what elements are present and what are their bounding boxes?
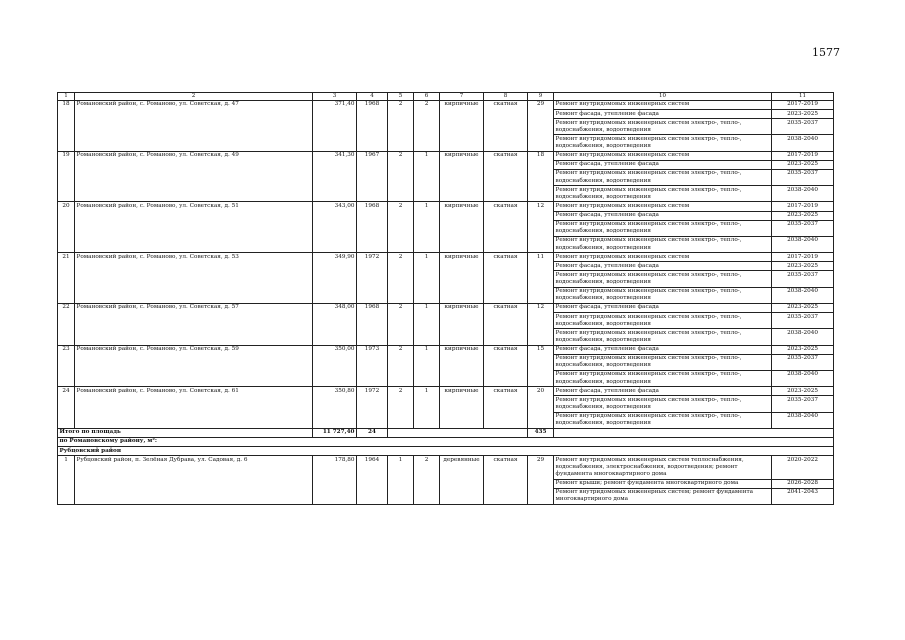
work-period: 2023-2025: [772, 110, 834, 119]
work-period: 2017-2019: [772, 151, 834, 160]
work-name: Ремонт внутридомовых инженерных систем электро-, тепло-, водоснабжения, водоотведения: [554, 186, 772, 202]
total-label: Итого по площадь: [58, 428, 313, 437]
house-address: Рубцовский район, п. Зелёная Дубрава, ул. Садовая, д. 6: [75, 456, 313, 505]
house-entrances: 1: [414, 345, 440, 387]
house-walls: кирпичные: [440, 387, 484, 429]
house-walls: кирпичные: [440, 345, 484, 387]
house-floors: 2: [388, 202, 414, 253]
house-residents: 29: [528, 100, 554, 151]
house-address: Романовский район, с. Романово, ул. Советская, д. 51: [75, 202, 313, 253]
total-houses: 24: [357, 428, 388, 437]
house-row: [58, 253, 834, 262]
work-period: 2035-2037: [772, 220, 834, 236]
total-row-2: [58, 437, 834, 446]
house-row: [58, 100, 834, 109]
house-year: 1968: [357, 303, 388, 345]
column-header: 1: [58, 93, 75, 101]
work-name: Ремонт фасада, утепление фасада: [554, 110, 772, 119]
house-number: 23: [58, 345, 75, 387]
column-header: 6: [414, 93, 440, 101]
house-address: Романовский район, с. Романово, ул. Советская, д. 57: [75, 303, 313, 345]
house-walls: кирпичные: [440, 100, 484, 151]
house-year: 1972: [357, 387, 388, 429]
work-period: 2023-2025: [772, 160, 834, 169]
work-name: Ремонт внутридомовых инженерных систем; ремонт фундамента многоквартирного дома: [554, 488, 772, 504]
work-period: 2023-2025: [772, 345, 834, 354]
total-row: [58, 428, 834, 437]
work-name: Ремонт внутридомовых инженерных систем электро-, тепло-, водоснабжения, водоотведения: [554, 313, 772, 329]
work-name: Ремонт внутридомовых инженерных систем: [554, 253, 772, 262]
total-spacer: [554, 428, 834, 437]
house-walls: деревянные: [440, 456, 484, 505]
house-address: Романовский район, с. Романово, ул. Советская, д. 49: [75, 151, 313, 202]
house-residents: 29: [528, 456, 554, 505]
house-floors: 2: [388, 253, 414, 304]
work-name: Ремонт внутридомовых инженерных систем электро-, тепло-, водоснабжения, водоотведения: [554, 169, 772, 185]
work-name: Ремонт внутридомовых инженерных систем электро-, тепло-, водоснабжения, водоотведения: [554, 135, 772, 151]
work-name: Ремонт внутридомовых инженерных систем электро-, тепло-, водоснабжения, водоотведения: [554, 271, 772, 287]
work-period: 2041-2043: [772, 488, 834, 504]
house-roof: скатная: [484, 151, 528, 202]
house-number: 1: [58, 456, 75, 505]
capital-repair-table: [57, 92, 834, 505]
house-roof: скатная: [484, 456, 528, 505]
house-year: 1968: [357, 100, 388, 151]
work-name: Ремонт внутридомовых инженерных систем электро-, тепло-, водоснабжения, водоотведения: [554, 396, 772, 412]
house-entrances: 1: [414, 202, 440, 253]
column-header: 11: [772, 93, 834, 101]
house-residents: 20: [528, 387, 554, 429]
work-period: 2017-2019: [772, 202, 834, 211]
house-roof: скатная: [484, 253, 528, 304]
work-name: Ремонт внутридомовых инженерных систем электро-, тепло-, водоснабжения, водоотведения: [554, 220, 772, 236]
work-period: 2035-2037: [772, 313, 834, 329]
work-period: 2023-2025: [772, 211, 834, 220]
work-period: 2020-2022: [772, 456, 834, 479]
work-period: 2023-2025: [772, 262, 834, 271]
house-address: Романовский район, с. Романово, ул. Советская, д. 47: [75, 100, 313, 151]
work-name: Ремонт внутридомовых инженерных систем электро-, тепло-, водоснабжения, водоотведения: [554, 119, 772, 135]
work-name: Ремонт фасада, утепление фасада: [554, 262, 772, 271]
work-name: Ремонт внутридомовых инженерных систем электро-, тепло-, водоснабжения, водоотведения: [554, 354, 772, 370]
work-name: Ремонт фасада, утепление фасада: [554, 303, 772, 312]
work-period: 2038-2040: [772, 236, 834, 252]
house-year: 1964: [357, 456, 388, 505]
work-name: Ремонт внутридомовых инженерных систем теплоснабжения, водоснабжения, электроснабжения, водоотведения; ремонт фундамента многоквартирного дома: [554, 456, 772, 479]
work-name: Ремонт крыши; ремонт фундамента многоквартирного дома: [554, 479, 772, 488]
page-number: 1577: [812, 46, 840, 59]
house-area: 348,00: [313, 303, 357, 345]
house-number: 24: [58, 387, 75, 429]
column-header: 5: [388, 93, 414, 101]
work-period: 2035-2037: [772, 271, 834, 287]
house-entrances: 1: [414, 303, 440, 345]
region-row: [58, 447, 834, 456]
house-residents: 12: [528, 202, 554, 253]
house-area: 178,80: [313, 456, 357, 505]
house-area: 350,00: [313, 345, 357, 387]
house-floors: 2: [388, 345, 414, 387]
house-row: [58, 202, 834, 211]
header-row: [58, 93, 834, 101]
house-area: 371,40: [313, 100, 357, 151]
house-entrances: 1: [414, 151, 440, 202]
work-name: Ремонт внутридомовых инженерных систем электро-, тепло-, водоснабжения, водоотведения: [554, 287, 772, 303]
work-period: 2035-2037: [772, 119, 834, 135]
house-entrances: 1: [414, 387, 440, 429]
work-period: 2038-2040: [772, 412, 834, 428]
house-walls: кирпичные: [440, 202, 484, 253]
region-title: Рубцовский район: [58, 447, 834, 456]
work-period: 2038-2040: [772, 370, 834, 386]
house-number: 19: [58, 151, 75, 202]
work-period: 2023-2025: [772, 387, 834, 396]
house-row: [58, 151, 834, 160]
house-floors: 2: [388, 100, 414, 151]
work-name: Ремонт внутридомовых инженерных систем электро-, тепло-, водоснабжения, водоотведения: [554, 329, 772, 345]
work-period: 2035-2037: [772, 354, 834, 370]
column-header: 10: [554, 93, 772, 101]
house-residents: 18: [528, 151, 554, 202]
house-number: 20: [58, 202, 75, 253]
house-year: 1968: [357, 202, 388, 253]
house-row: [58, 345, 834, 354]
house-roof: скатная: [484, 202, 528, 253]
work-period: 2038-2040: [772, 135, 834, 151]
house-floors: 1: [388, 456, 414, 505]
work-period: 2038-2040: [772, 186, 834, 202]
house-walls: кирпичные: [440, 253, 484, 304]
total-area: 11 727,40: [313, 428, 357, 437]
house-roof: скатная: [484, 345, 528, 387]
house-number: 22: [58, 303, 75, 345]
house-address: Романовский район, с. Романово, ул. Советская, д. 59: [75, 345, 313, 387]
column-header: 4: [357, 93, 388, 101]
work-name: Ремонт внутридомовых инженерных систем: [554, 100, 772, 109]
house-area: 341,30: [313, 151, 357, 202]
house-residents: 12: [528, 303, 554, 345]
house-entrances: 2: [414, 100, 440, 151]
work-name: Ремонт фасада, утепление фасада: [554, 160, 772, 169]
house-entrances: 2: [414, 456, 440, 505]
house-walls: кирпичные: [440, 151, 484, 202]
column-header: 3: [313, 93, 357, 101]
house-row: [58, 387, 834, 396]
house-year: 1967: [357, 151, 388, 202]
house-row: [58, 303, 834, 312]
house-walls: кирпичные: [440, 303, 484, 345]
house-row: [58, 456, 834, 479]
column-header: 7: [440, 93, 484, 101]
house-number: 21: [58, 253, 75, 304]
work-period: 2026-2028: [772, 479, 834, 488]
house-roof: скатная: [484, 100, 528, 151]
work-name: Ремонт фасада, утепление фасада: [554, 387, 772, 396]
work-name: Ремонт внутридомовых инженерных систем: [554, 202, 772, 211]
house-entrances: 1: [414, 253, 440, 304]
house-address: Романовский район, с. Романово, ул. Советская, д. 53: [75, 253, 313, 304]
total-residents: 435: [528, 428, 554, 437]
house-residents: 15: [528, 345, 554, 387]
total-label-2: по Романовскому району, м²:: [58, 437, 834, 446]
house-floors: 2: [388, 303, 414, 345]
work-name: Ремонт внутридомовых инженерных систем электро-, тепло-, водоснабжения, водоотведения: [554, 412, 772, 428]
work-period: 2017-2019: [772, 253, 834, 262]
house-area: 350,80: [313, 387, 357, 429]
work-name: Ремонт внутридомовых инженерных систем электро-, тепло-, водоснабжения, водоотведения: [554, 370, 772, 386]
work-name: Ремонт фасада, утепление фасада: [554, 211, 772, 220]
work-period: 2035-2037: [772, 169, 834, 185]
house-year: 1973: [357, 345, 388, 387]
work-period: 2038-2040: [772, 329, 834, 345]
house-floors: 2: [388, 151, 414, 202]
work-name: Ремонт внутридомовых инженерных систем электро-, тепло-, водоснабжения, водоотведения: [554, 236, 772, 252]
column-header: 2: [75, 93, 313, 101]
house-area: 343,00: [313, 202, 357, 253]
work-period: 2038-2040: [772, 287, 834, 303]
house-floors: 2: [388, 387, 414, 429]
work-period: 2023-2025: [772, 303, 834, 312]
house-residents: 11: [528, 253, 554, 304]
work-period: 2035-2037: [772, 396, 834, 412]
house-area: 349,90: [313, 253, 357, 304]
work-period: 2017-2019: [772, 100, 834, 109]
column-header: 9: [528, 93, 554, 101]
house-address: Романовский район, с. Романово, ул. Советская, д. 61: [75, 387, 313, 429]
total-spacer: [388, 428, 528, 437]
house-year: 1972: [357, 253, 388, 304]
house-roof: скатная: [484, 303, 528, 345]
column-header: 8: [484, 93, 528, 101]
work-name: Ремонт фасада, утепление фасада: [554, 345, 772, 354]
house-roof: скатная: [484, 387, 528, 429]
work-name: Ремонт внутридомовых инженерных систем: [554, 151, 772, 160]
house-number: 18: [58, 100, 75, 151]
